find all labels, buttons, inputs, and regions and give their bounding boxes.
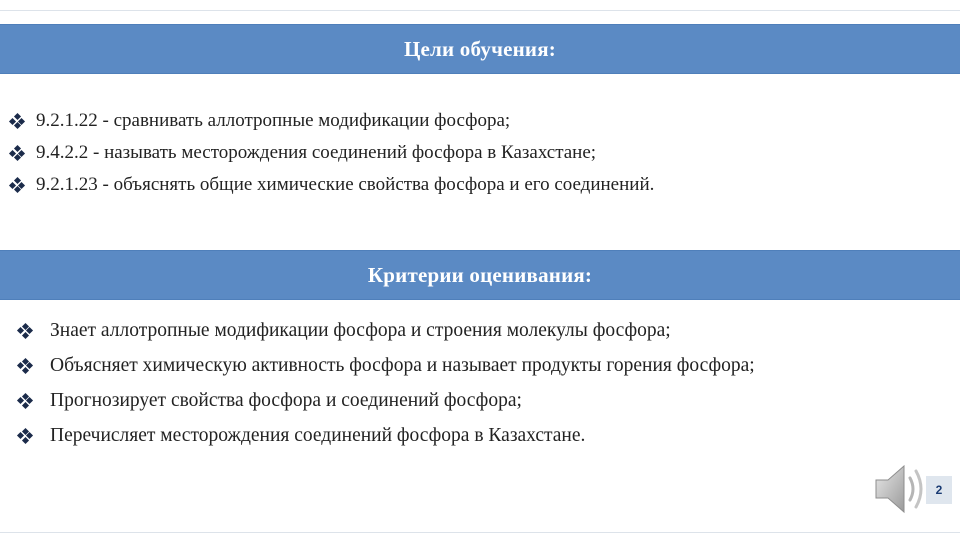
criteria-title: Критерии оценивания: bbox=[367, 262, 593, 287]
goal-text: 9.2.1.23 - объяснять общие химические свойства фосфора и его соединений. bbox=[36, 174, 655, 195]
list-item bbox=[10, 169, 654, 201]
page-number bbox=[926, 476, 952, 504]
bottom-divider bbox=[0, 532, 960, 533]
bullet-diamond-icon bbox=[18, 394, 32, 408]
goals-title: Цели обучения: bbox=[403, 36, 556, 61]
goals-banner bbox=[0, 24, 960, 74]
top-divider bbox=[0, 10, 960, 11]
criterion-text: Прогнозирует свойства фосфора и соединений фосфора; bbox=[50, 389, 522, 411]
criterion-text: Объясняет химическую активность фосфора и называет продукты горения фосфора; bbox=[50, 354, 755, 376]
goal-text: 9.2.1.22 - сравнивать аллотропные модификации фосфора; bbox=[36, 110, 511, 131]
bullet-diamond-icon bbox=[18, 429, 32, 443]
list-item bbox=[10, 137, 654, 169]
bullet-diamond-icon bbox=[10, 114, 24, 128]
page-number-text: 2 bbox=[935, 483, 943, 497]
criteria-list bbox=[18, 313, 755, 453]
list-item bbox=[18, 418, 755, 453]
bullet-diamond-icon bbox=[18, 359, 32, 373]
bullet-diamond-icon bbox=[10, 146, 24, 160]
goals-list bbox=[10, 105, 654, 201]
criterion-text: Знает аллотропные модификации фосфора и строения молекулы фосфора; bbox=[50, 319, 671, 341]
bullet-diamond-icon bbox=[10, 178, 24, 192]
goal-text: 9.4.2.2 - называть месторождения соединений фосфора в Казахстане; bbox=[36, 142, 597, 163]
bullet-diamond-icon bbox=[18, 324, 32, 338]
speaker-icon[interactable] bbox=[872, 458, 934, 520]
criteria-banner bbox=[0, 250, 960, 300]
list-item bbox=[18, 383, 755, 418]
list-item bbox=[18, 313, 755, 348]
list-item bbox=[10, 105, 654, 137]
criterion-text: Перечисляет месторождения соединений фосфора в Казахстане. bbox=[50, 424, 586, 446]
list-item bbox=[18, 348, 755, 383]
